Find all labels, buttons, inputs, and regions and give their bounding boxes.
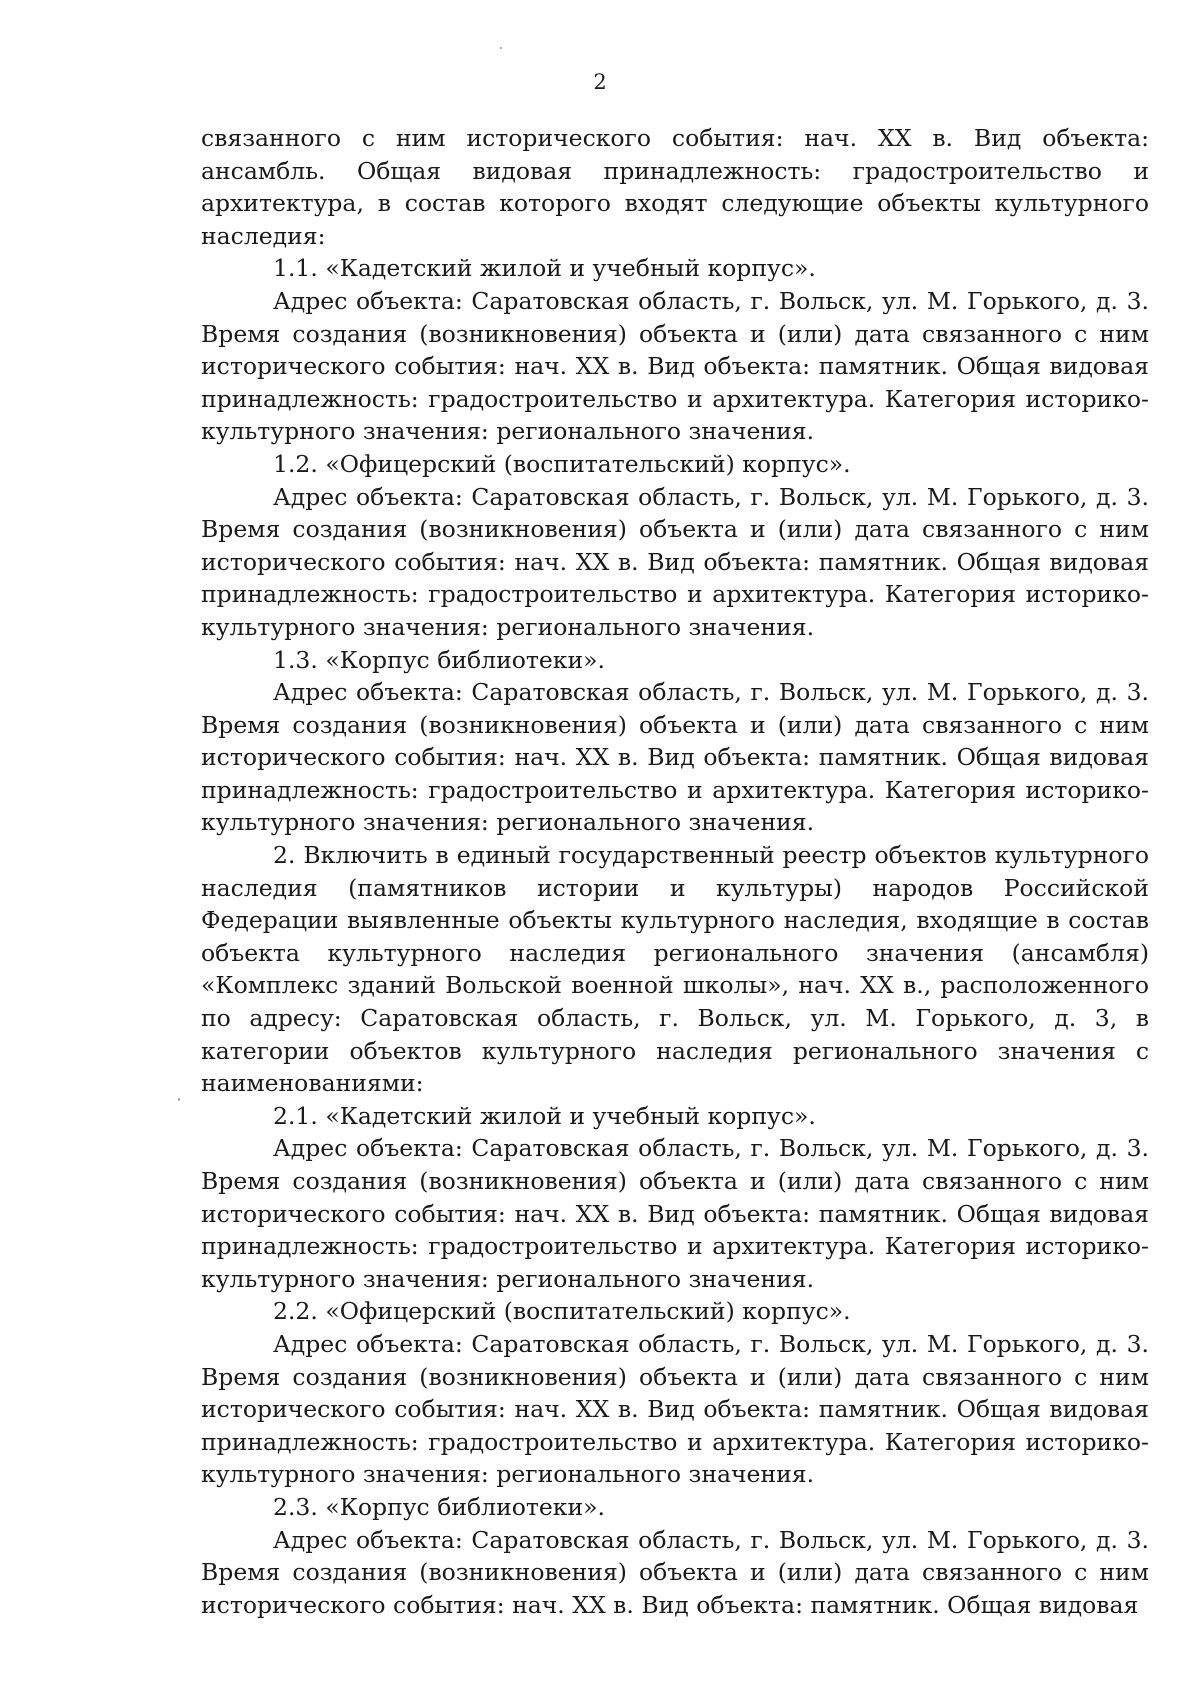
- scan-speck: [178, 1098, 180, 1101]
- page-number: 2: [593, 70, 607, 94]
- paragraph-continuation: связанного с ним исторического события: нач. XX в. Вид объекта: ансамбль. Общая видовая принадлежность: градостроительство и архитектура, в состав которого входят следующие объекты культурного наследия:: [201, 124, 1149, 250]
- item-heading-2-2: 2.2. «Офицерский (воспитательский) корпус».: [273, 1297, 851, 1326]
- item-details-1-1: Адрес объекта: Саратовская область, г. Вольск, ул. М. Горького, д. 3. Время создания (возникновения) объекта и (или) дата связанного с ним исторического события: нач. XX в. Вид объекта: памятник. Общая видовая принадлежность: градостроительство и архитектура. Категория историко-культурного значения: регионального значения.: [201, 286, 1149, 446]
- item-heading-1-1: 1.1. «Кадетский жилой и учебный корпус».: [273, 254, 816, 283]
- item-heading-1-3: 1.3. «Корпус библиотеки».: [273, 645, 605, 674]
- item-heading-2-1: 2.1. «Кадетский жилой и учебный корпус».: [273, 1101, 816, 1130]
- item-details-1-3: Адрес объекта: Саратовская область, г. Вольск, ул. М. Горького, д. 3. Время создания (возникновения) объекта и (или) дата связанного с ним исторического события: нач. XX в. Вид объекта: памятник. Общая видовая принадлежность: градостроительство и архитектура. Категория историко-культурного значения: регионального значения.: [201, 678, 1149, 837]
- item-heading-2-3: 2.3. «Корпус библиотеки».: [273, 1492, 605, 1521]
- document-body: [201, 122, 1149, 1621]
- item-details-2-3: Адрес объекта: Саратовская область, г. Вольск, ул. М. Горького, д. 3. Время создания (возникновения) объекта и (или) дата связанного с ним исторического события: нач. XX в. Вид объекта: памятник. Общая видовая: [201, 1525, 1149, 1619]
- scan-speck: [500, 47, 502, 49]
- item-details-2-2: Адрес объекта: Саратовская область, г. Вольск, ул. М. Горького, д. 3. Время создания (возникновения) объекта и (или) дата связанного с ним исторического события: нач. XX в. Вид объекта: памятник. Общая видовая принадлежность: градостроительство и архитектура. Категория историко-культурного значения: регионального значения.: [201, 1329, 1149, 1489]
- clause-2: 2. Включить в единый государственный реестр объектов культурного наследия (памятников истории и культуры) народов Российской Федерации выявленные объекты культурного наследия, входящие в состав объекта культурного наследия регионального значения (ансамбля) «Комплекс зданий Вольской военной школы», нач. XX в., расположенного по адресу: Саратовская область, г. Вольск, ул. М. Горького, д. 3, в категории объектов культурного наследия регионального значения с наименованиями:: [201, 841, 1149, 1098]
- item-details-1-2: Адрес объекта: Саратовская область, г. Вольск, ул. М. Горького, д. 3. Время создания (возникновения) объекта и (или) дата связанного с ним исторического события: нач. XX в. Вид объекта: памятник. Общая видовая принадлежность: градостроительство и архитектура. Категория историко-культурного значения: регионального значения.: [201, 482, 1149, 641]
- item-details-2-1: Адрес объекта: Саратовская область, г. Вольск, ул. М. Горького, д. 3. Время создания (возникновения) объекта и (или) дата связанного с ним исторического события: нач. XX в. Вид объекта: памятник. Общая видовая принадлежность: градостроительство и архитектура. Категория историко-культурного значения: регионального значения.: [201, 1134, 1149, 1293]
- item-heading-1-2: 1.2. «Офицерский (воспитательский) корпус».: [273, 449, 851, 478]
